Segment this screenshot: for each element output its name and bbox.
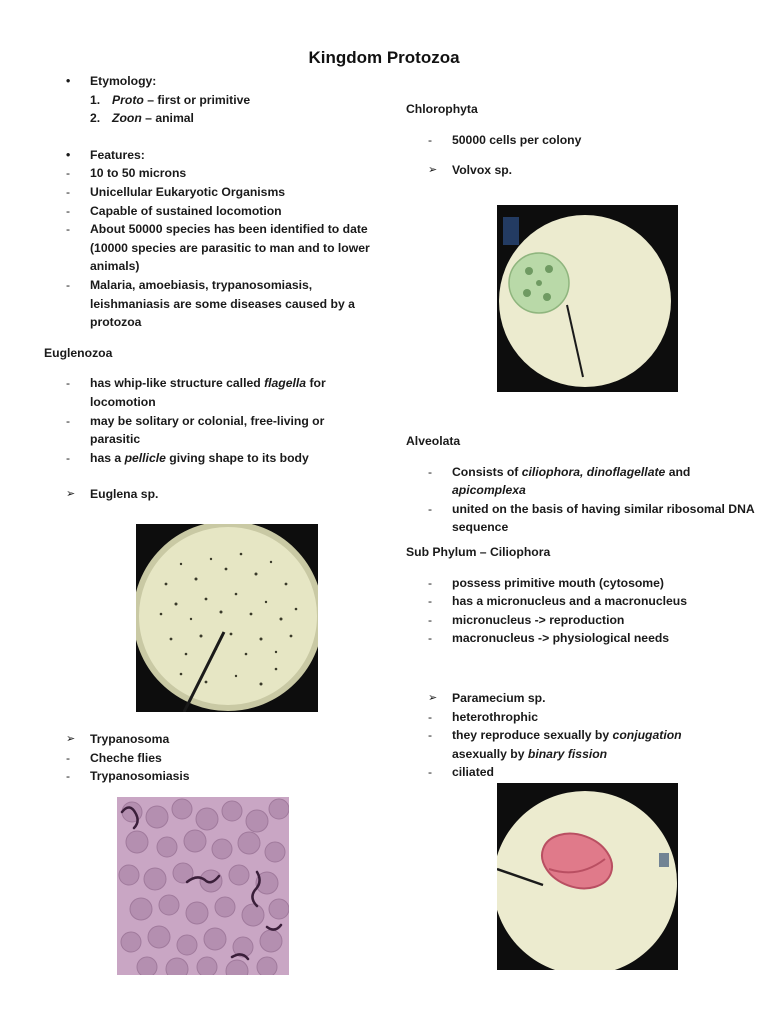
euglenozoa-item: - has whip-like structure called flagella for locomotion: [66, 376, 326, 409]
left-column: [44, 72, 374, 504]
etymology-item: 1. Proto – first or primitive: [90, 92, 251, 107]
page-title: Kingdom Protozoa: [308, 48, 460, 67]
section-heading-chlorophyta: Chlorophyta: [406, 102, 478, 116]
features-heading: • Features:: [66, 147, 145, 162]
feature-item: - 10 to 50 microns: [66, 166, 187, 181]
euglena-label: ➢ Euglena sp.: [66, 487, 159, 502]
section-heading-alveolata: Alveolata: [406, 434, 461, 448]
ciliophora-item: - possess primitive mouth (cytosome): [428, 575, 664, 590]
euglenozoa-item: - may be solitary or colonial, free-living or parasitic: [66, 413, 325, 447]
chlorophyta-item: - 50000 cells per colony: [428, 132, 582, 147]
right-column: [406, 100, 736, 180]
trypanosoma-item: - Trypanosomiasis: [66, 769, 190, 784]
euglenozoa-item: - has a pellicle giving shape to its body: [66, 450, 309, 465]
paramecium-micrograph: [497, 783, 678, 970]
volvox-label: ➢ Volvox sp.: [428, 163, 513, 178]
trypanosoma-label: ➢ Trypanosoma: [66, 732, 170, 746]
ciliophora-item: - macronucleus -> physiological needs: [428, 631, 670, 646]
section-heading-ciliophora: Sub Phylum – Ciliophora: [406, 544, 551, 559]
paramecium-item: - ciliated: [428, 765, 494, 780]
volvox-micrograph: [497, 205, 678, 392]
feature-item: - Malaria, amoebiasis, trypanosomiasis, leishmaniasis are some diseases caused by a protozoa: [66, 277, 355, 330]
trypanosoma-item: - Cheche flies: [66, 750, 162, 765]
paramecium-item: - heterothrophic: [428, 709, 538, 724]
paramecium-section: [406, 689, 736, 782]
paramecium-label: ➢ Paramecium sp.: [428, 691, 546, 705]
euglena-micrograph: [136, 524, 318, 712]
alveolata-section: [406, 432, 755, 648]
alveolata-item: - united on the basis of having similar ribosomal DNA sequence: [428, 501, 755, 535]
etymology-heading: • Etymology:: [44, 72, 374, 91]
feature-item: - Unicellular Eukaryotic Organisms: [66, 184, 286, 199]
feature-item: - About 50000 species has been identified to date (10000 species are parasitic to man and to lower animals): [66, 222, 370, 274]
section-heading-euglenozoa: Euglenozoa: [44, 345, 113, 360]
paramecium-item: - they reproduce sexually by conjugation asexually by binary fission: [428, 728, 682, 761]
bullet-marker: •: [66, 74, 71, 88]
trypanosoma-section: [44, 730, 374, 786]
feature-item: - Capable of sustained locomotion: [66, 203, 282, 218]
ciliophora-item: - micronucleus -> reproduction: [428, 612, 625, 627]
trypanosoma-blood-smear: [117, 797, 289, 975]
alveolata-item: - Consists of ciliophora, dinoflagellate and apicomplexa: [428, 464, 691, 498]
etymology-item: 2. Zoon – animal: [90, 111, 194, 126]
ciliophora-item: - has a micronucleus and a macronucleus: [428, 594, 688, 609]
